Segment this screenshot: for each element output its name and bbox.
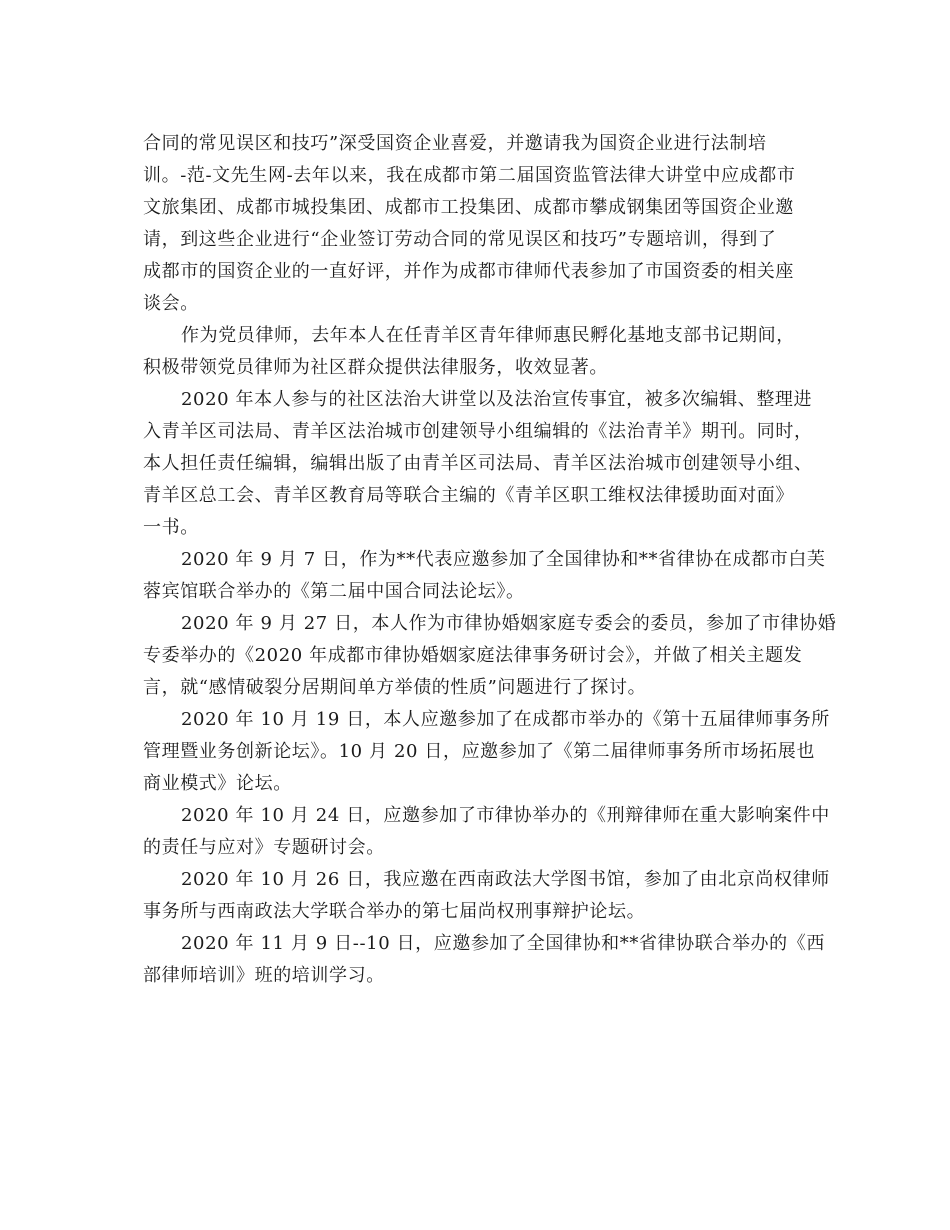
text-line: 青羊区总工会、青羊区教育局等联合主编的《青羊区职工维权法律援助面对面》 — [143, 485, 794, 506]
text-line: 合同的常见误区和技巧”深受国资企业喜爱，并邀请我为国资企业进行法制培 — [143, 133, 767, 154]
text-line: 专委举办的《2020 年成都市律协婚姻家庭法律事务研讨会》，并做了相关主题发 — [143, 645, 803, 666]
text-line: 管理暨业务创新论坛》。10 月 20 日，应邀参加了《第二届律师事务所市场拓展也 — [143, 741, 815, 762]
paragraph — [143, 128, 808, 320]
paragraph — [143, 320, 808, 384]
paragraph — [143, 800, 830, 864]
paragraph — [143, 928, 825, 992]
text-line: 作为党员律师，去年本人在任青羊区青年律师惠民孵化基地支部书记期间， — [181, 325, 795, 346]
text-line: 2020 年 9 月 27 日，本人作为市律协婚姻家庭专委会的委员，参加了市律协婚 — [181, 613, 837, 634]
text-line: 文旅集团、成都市城投集团、成都市工投集团、成都市攀成钢集团等国资企业邀 — [143, 197, 794, 218]
paragraph — [143, 864, 830, 928]
text-line: 训。-范-文先生网-去年以来，我在成都市第二届国资监管法律大讲堂中应成都市 — [143, 165, 796, 186]
text-line: 事务所与西南政法大学联合举办的第七届尚权刑事辩护论坛。 — [143, 901, 646, 922]
text-line: 本人担任责任编辑，编辑出版了由青羊区司法局、青羊区法治城市创建领导小组、 — [143, 453, 813, 474]
paragraph — [143, 544, 826, 608]
paragraph — [143, 704, 830, 800]
paragraph — [143, 608, 837, 704]
text-line: 部律师培训》班的培训学习。 — [143, 965, 385, 986]
text-line: 入青羊区司法局、青羊区法治城市创建领导小组编辑的《法治青羊》期刊。同时， — [143, 421, 813, 442]
text-line: 积极带领党员律师为社区群众提供法律服务，收效显著。 — [143, 357, 608, 378]
text-line: 2020 年 9 月 7 日，作为**代表应邀参加了全国律协和**省律协在成都市白芙 — [181, 549, 826, 570]
paragraph — [143, 384, 813, 544]
text-line: 的责任与应对》专题研讨会。 — [143, 837, 385, 858]
text-line: 2020 年 10 月 19 日，本人应邀参加了在成都市举办的《第十五届律师事务所 — [181, 709, 830, 730]
text-line: 蓉宾馆联合举办的《第二届中国合同法论坛》。 — [143, 581, 525, 602]
text-line: 2020 年 10 月 24 日，应邀参加了市律协举办的《刑辩律师在重大影响案件中 — [181, 805, 830, 826]
text-line: 一书。 — [143, 517, 199, 538]
text-line: 2020 年 10 月 26 日，我应邀在西南政法大学图书馆，参加了由北京尚权律师 — [181, 869, 830, 890]
text-line: 谈会。 — [143, 293, 199, 314]
text-line: 2020 年 11 月 9 日--10 日，应邀参加了全国律协和**省律协联合举办的《西 — [181, 933, 825, 954]
text-line: 请，到这些企业进行“企业签订劳动合同的常见误区和技巧”专题培训，得到了 — [143, 229, 777, 250]
text-line: 成都市的国资企业的一直好评，并作为成都市律师代表参加了市国资委的相关座 — [143, 261, 794, 282]
text-line: 2020 年本人参与的社区法治大讲堂以及法治宣传事宜，被多次编辑、整理进 — [181, 389, 813, 410]
text-line: 言，就“感情破裂分居期间单方举债的性质”问题进行了探讨。 — [143, 677, 647, 698]
text-line: 商业模式》论坛。 — [143, 773, 292, 794]
document-body — [143, 128, 837, 992]
